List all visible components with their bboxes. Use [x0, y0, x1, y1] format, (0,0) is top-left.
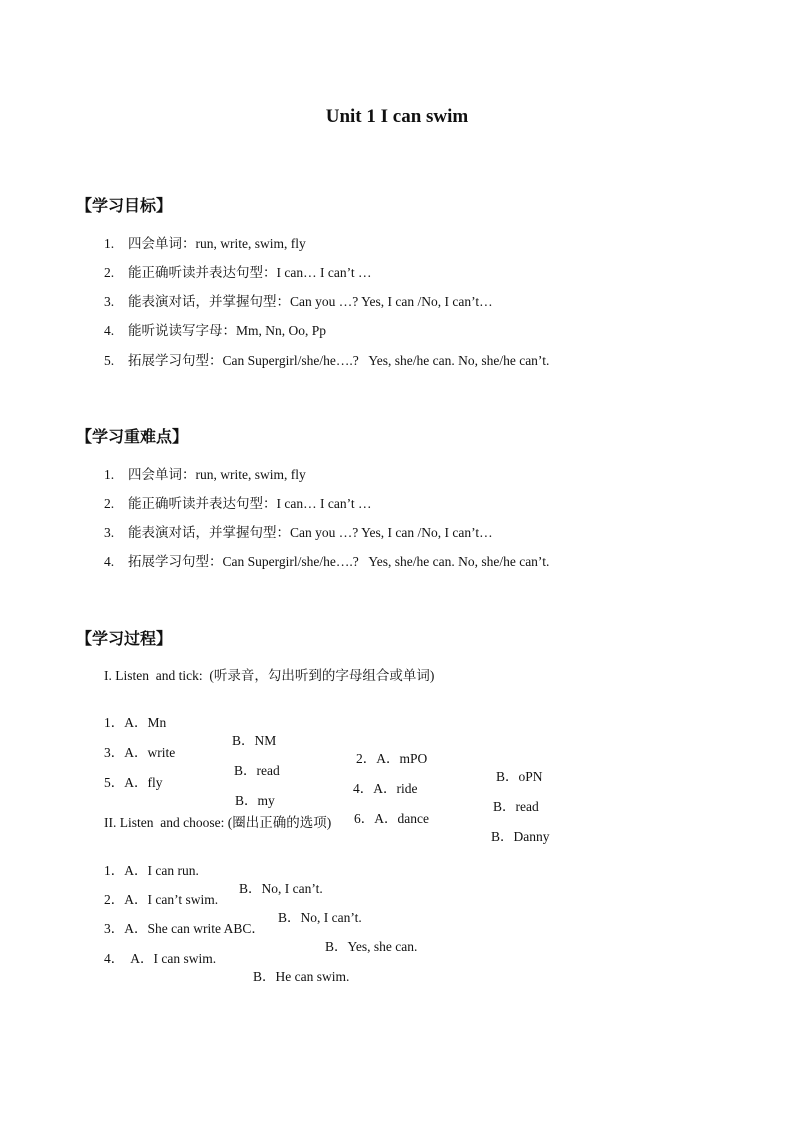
section-heading-goals: 【学习目标】: [76, 196, 173, 215]
choose-option: B．No, I can’t.: [278, 910, 362, 925]
tick-option: B．NM: [232, 733, 277, 748]
key-point-item: 3. 能表演对话，并掌握句型：Can you …? Yes, I can /No, I can’t…: [104, 525, 493, 540]
choose-option: 1．A．I can run.: [104, 863, 199, 878]
goal-item: 4. 能听说读写字母：Mm, Nn, Oo, Pp: [104, 323, 327, 338]
tick-option: 1．A．Mn: [104, 715, 167, 730]
tick-option: 4．A．ride: [353, 781, 418, 796]
choose-option: 2．A．I can’t swim.: [104, 892, 219, 907]
tick-option: 5．A．fly: [104, 775, 163, 790]
tick-option: B．read: [493, 799, 539, 814]
tick-option: 3．A．write: [104, 745, 176, 760]
section-heading-key-points: 【学习重难点】: [76, 427, 189, 446]
tick-option: 6．A．dance: [354, 811, 429, 826]
tick-option: B．read: [234, 763, 280, 778]
tick-option: B．oPN: [496, 769, 543, 784]
goal-item: 2. 能正确听读并表达句型：I can… I can’t …: [104, 265, 372, 280]
goal-item: 1. 四会单词：run, write, swim, fly: [104, 236, 306, 251]
listen-tick-instruction: I. Listen and tick: (听录音，勾出听到的字母组合或单词): [104, 668, 435, 683]
choose-option: 3．A．She can write ABC．: [104, 921, 265, 936]
choose-option: 4． A．I can swim.: [104, 951, 217, 966]
tick-option: 2．A．mPO: [356, 751, 428, 766]
tick-row: [0, 756, 794, 846]
key-point-item: 4. 拓展学习句型：Can Supergirl/she/he….? Yes, she/he can. No, she/he can’t.: [104, 554, 550, 569]
tick-option: B．Danny: [491, 829, 550, 844]
key-point-item: 1. 四会单词：run, write, swim, fly: [104, 467, 306, 482]
choose-option: B．Yes, she can.: [325, 939, 418, 954]
tick-option: B．my: [235, 793, 275, 808]
choose-option: B．He can swim.: [253, 969, 350, 984]
key-point-item: 2. 能正确听读并表达句型：I can… I can’t …: [104, 496, 372, 511]
goal-item: 5. 拓展学习句型：Can Supergirl/she/he….? Yes, she/he can. No, she/he can’t.: [104, 353, 550, 368]
section-heading-process: 【学习过程】: [76, 629, 173, 648]
page-title: Unit 1 I can swim: [325, 106, 469, 127]
choose-row: [0, 932, 794, 986]
listen-choose-instruction: II. Listen and choose: (圈出正确的选项): [104, 815, 332, 830]
goal-item: 3. 能表演对话，并掌握句型：Can you …? Yes, I can /No, I can’t…: [104, 294, 493, 309]
choose-option: B．No, I can’t.: [239, 881, 323, 896]
